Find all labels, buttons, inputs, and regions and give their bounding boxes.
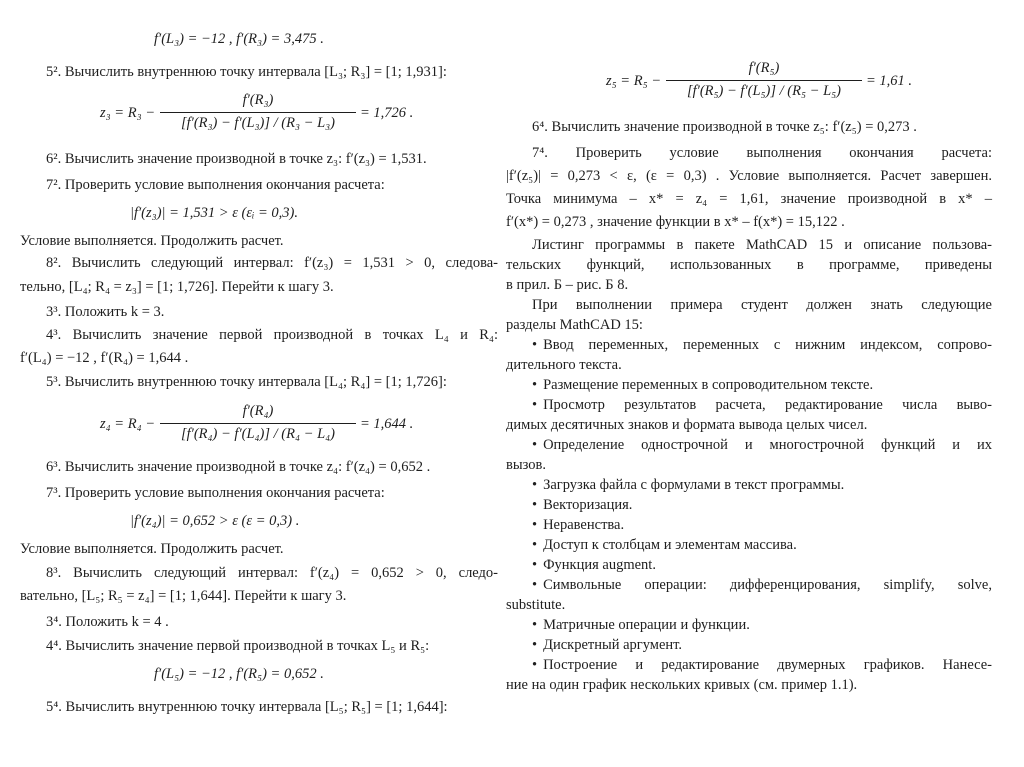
- paragraph-text: Условие выполняется. Продолжить расчет.: [20, 233, 284, 249]
- list-item: • Векторизация.: [506, 496, 992, 514]
- paragraph-text: Листинг программы в пакете MathCAD 15 и описание пользова-: [532, 237, 992, 253]
- paragraph-text: разделы MathCAD 15:: [506, 317, 643, 333]
- formula-rhs: = 1,61 .: [866, 73, 913, 89]
- formula-fraction: [506, 60, 992, 104]
- fraction-bar: [160, 423, 356, 424]
- step-text: 3⁴. Положить k = 4 .: [46, 614, 169, 630]
- formula-line: |f′(z₃)| = 1,531 > ε (εᵢ = 0,3).: [130, 205, 298, 221]
- list-item-continuation: дительного текста.: [506, 357, 622, 373]
- fraction-bar: [666, 80, 862, 81]
- formula-numerator: f′(R₄): [242, 403, 274, 419]
- list-item: • Функция augment.: [506, 556, 992, 574]
- step-text: 6³. Вычислить значение производной в точке z₄: f′(z₄) = 0,652 .: [46, 459, 431, 475]
- list-item-continuation: ние на один график нескольких кривых (см. пример 1.1).: [506, 677, 858, 693]
- step-text: 3³. Положить k = 3.: [46, 304, 165, 320]
- list-item-continuation: substitute.: [506, 597, 566, 613]
- paragraph-text: При выполнении примера студент должен знать следующие: [532, 297, 992, 313]
- formula-numerator: f′(R₅): [748, 60, 780, 76]
- formula-line: f′(L₄) = −12 , f′(R₄) = 1,644 .: [20, 350, 189, 366]
- list-item: • Дискретный аргумент.: [506, 636, 992, 654]
- paragraph-text: тельно, [L₄; R₄ = z₃] = [1; 1,726]. Перейти к шагу 3.: [20, 279, 334, 295]
- list-item: • Просмотр результатов расчета, редактирование числа выво-: [506, 396, 992, 414]
- formula-denominator: [f′(R₃) − f′(L₃)] / (R₃ − L₃): [180, 115, 335, 131]
- list-item: • Построение и редактирование двумерных графиков. Нанесе-: [506, 656, 992, 674]
- step-text: 6². Вычислить значение производной в точке z₃: f′(z₃) = 1,531.: [46, 151, 427, 167]
- formula-lhs: z₄ = R₄ −: [100, 416, 156, 432]
- list-item-continuation: димых десятичных знаков и формата вывода целых чисел.: [506, 417, 868, 433]
- step-text: 7⁴. Проверить условие выполнения окончания расчета:: [532, 145, 992, 161]
- step-text: 8². Вычислить следующий интервал: f′(z₃) = 1,531 > 0, следова-: [46, 255, 498, 271]
- list-item: • Ввод переменных, переменных с нижним индексом, сопрово-: [506, 336, 992, 354]
- formula-rhs: = 1,644 .: [360, 416, 414, 432]
- step-text: 7³. Проверить условие выполнения окончания расчета:: [46, 485, 385, 501]
- paragraph-text: тельских функций, использованных в программе, приведены: [506, 257, 992, 273]
- step-text: 5³. Вычислить внутреннюю точку интервала [L₄; R₄] = [1; 1,726]:: [46, 374, 447, 390]
- list-item: • Матричные операции и функции.: [506, 616, 992, 634]
- step-text: 5⁴. Вычислить внутреннюю точку интервала [L₅; R₅] = [1; 1,644]:: [46, 699, 448, 715]
- list-item-continuation: вызов.: [506, 457, 546, 473]
- formula-fraction: [20, 92, 498, 136]
- fraction-bar: [160, 112, 356, 113]
- formula-line: f′(L₃) = −12 , f′(R₃) = 3,475 .: [154, 31, 324, 47]
- paragraph-text: Условие выполняется. Продолжить расчет.: [20, 541, 284, 557]
- list-item: • Доступ к столбцам и элементам массива.: [506, 536, 992, 554]
- formula-lhs: z₃ = R₃ −: [100, 105, 156, 121]
- formula-fraction: [20, 403, 498, 447]
- step-text: 4⁴. Вычислить значение первой производной в точках L₅ и R₅:: [46, 638, 430, 654]
- formula-line: |f′(z₄)| = 0,652 > ε (ε = 0,3) .: [130, 513, 300, 529]
- step-text: 5². Вычислить внутреннюю точку интервала [L₃; R₃] = [1; 1,931]:: [46, 64, 447, 80]
- list-item: • Символьные операции: дифференцирования, simplify, solve,: [506, 576, 992, 594]
- paragraph-text: |f′(z₅)| = 0,273 < ε, (ε = 0,3) . Условие выполняется. Расчет завершен.: [506, 168, 992, 184]
- formula-line: f′(L₅) = −12 , f′(R₅) = 0,652 .: [154, 666, 324, 682]
- list-item: • Размещение переменных в сопроводительном тексте.: [506, 376, 992, 394]
- formula-numerator: f′(R₃): [242, 92, 274, 108]
- formula-denominator: [f′(R₅) − f′(L₅)] / (R₅ − L₅): [686, 83, 841, 99]
- formula-rhs: = 1,726 .: [360, 105, 414, 121]
- step-text: 6⁴. Вычислить значение производной в точке z₅: f′(z₅) = 0,273 .: [532, 119, 917, 135]
- list-item: • Загрузка файла с формулами в текст программы.: [506, 476, 992, 494]
- formula-line: f′(x*) = 0,273 , значение функции в x* – f(x*) = 15,122 .: [506, 214, 845, 230]
- formula-denominator: [f′(R₄) − f′(L₄)] / (R₄ − L₄): [180, 426, 335, 442]
- step-text: 7². Проверить условие выполнения окончания расчета:: [46, 177, 385, 193]
- paragraph-text: Точка минимума – x* = z₄ = 1,61, значение производной в x* –: [506, 191, 992, 207]
- step-text: 8³. Вычислить следующий интервал: f′(z₄) = 0,652 > 0, следо-: [46, 565, 498, 581]
- list-item: • Определение однострочной и многострочной функций и их: [506, 436, 992, 454]
- formula-lhs: z₅ = R₅ −: [606, 73, 662, 89]
- paragraph-text: вательно, [L₅; R₅ = z₄] = [1; 1,644]. Перейти к шагу 3.: [20, 588, 347, 604]
- list-item: • Неравенства.: [506, 516, 992, 534]
- paragraph-text: в прил. Б – рис. Б 8.: [506, 277, 629, 293]
- step-text: 4³. Вычислить значение первой производной в точках L₄ и R₄:: [46, 327, 498, 343]
